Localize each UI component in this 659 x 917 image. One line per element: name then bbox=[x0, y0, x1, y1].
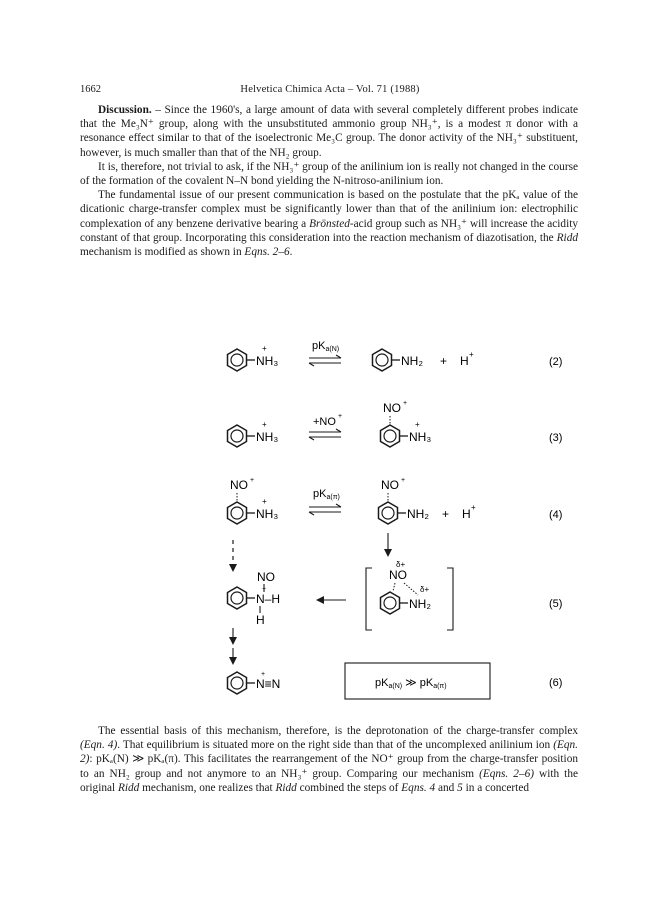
c-ref-eqn4: (Eqn. 4) bbox=[80, 739, 118, 752]
c-ridd2: Ridd bbox=[275, 781, 297, 794]
complex-nh3: NH₃ bbox=[409, 430, 432, 444]
benzene-ring bbox=[228, 425, 247, 447]
proton: H bbox=[460, 354, 469, 368]
bracket-right bbox=[447, 568, 453, 630]
c-ref-5: 5 bbox=[457, 781, 463, 794]
benzene-ring bbox=[228, 502, 247, 524]
bracket-left bbox=[366, 568, 372, 630]
p3-part3: mechanism is modified as shown in bbox=[80, 246, 245, 259]
c-part2: . That equilibrium is situated more on the right side than that of the uncomplexed anilinium ion bbox=[117, 739, 554, 752]
benzene-ring bbox=[379, 502, 398, 524]
plus-charge: + bbox=[262, 420, 267, 429]
pka-comparison: pKa(N) ≫ pKa(π) bbox=[375, 677, 447, 690]
h-bottom: H bbox=[256, 613, 265, 627]
proton-charge: + bbox=[469, 350, 474, 359]
transition-no: NO bbox=[389, 568, 407, 582]
plus-operator: + bbox=[442, 507, 450, 521]
plus-operator: + bbox=[440, 354, 448, 368]
plus-charge: + bbox=[262, 586, 267, 593]
page-number: 1662 bbox=[80, 84, 101, 95]
plus-charge: + bbox=[261, 671, 266, 678]
p3-part1: The fundamental issue of our present communication is based on the postulate that the pKₐ value of the dicationic charge-transfer complex must be significantly lower than that of the anilinium ion: electrophilic complexation of any benzene derivative bearing a bbox=[80, 189, 578, 230]
nitroso-no: NO bbox=[257, 570, 275, 584]
paragraph-2: It is, therefore, not trivial to ask, if the NH₃⁺ group of the anilinium ion is really not changed in the course of the formation of the covalent N–N bond yielding the N-nitroso-anilinium ion. bbox=[80, 160, 578, 188]
p3-ridd: Ridd bbox=[556, 231, 578, 244]
delta-plus-label: δ+ bbox=[396, 560, 406, 569]
plus-charge: + bbox=[262, 497, 267, 506]
p3-eqns: Eqns. 2–6 bbox=[244, 246, 290, 259]
nitrosonium-charge: + bbox=[338, 413, 343, 420]
equation-4 bbox=[228, 477, 563, 524]
running-title: Helvetica Chimica Acta – Vol. 71 (1988) bbox=[240, 84, 420, 95]
eq-number-2: (2) bbox=[549, 356, 563, 368]
c-part4: with the original bbox=[80, 767, 578, 794]
transition-nh2: NH₂ bbox=[409, 597, 431, 611]
section-heading: Discussion. bbox=[98, 104, 152, 116]
c-ridd1: Ridd bbox=[117, 781, 140, 794]
diazonium-n-triple-n: N≡N bbox=[256, 677, 281, 691]
nitrosonium-no: NO bbox=[383, 401, 401, 415]
complex-nh2: NH₂ bbox=[407, 507, 429, 521]
nitrosonium-no: NO bbox=[230, 478, 248, 492]
c-part7: and bbox=[435, 781, 458, 794]
c-part6: combined the steps of bbox=[296, 781, 402, 794]
anilinium-nh3: NH₃ bbox=[256, 430, 279, 444]
c-ref-eqn4b: Eqns. 4 bbox=[401, 781, 436, 794]
equation-6 bbox=[228, 663, 563, 699]
benzene-ring bbox=[228, 587, 247, 609]
benzene-ring bbox=[228, 672, 247, 694]
c-part3: : pKₐ(N) ≫ pKₐ(π). This facilitates the rearrangement of the NO⁺ group from the charge-transfer position to an NH₂ group and not anymore to an NH₃⁺ group. Comparing our mechanism bbox=[80, 753, 578, 780]
benzene-ring bbox=[228, 349, 247, 371]
eq-number-3: (3) bbox=[549, 432, 563, 444]
no-charge: + bbox=[250, 477, 255, 484]
delta-plus-label: δ+ bbox=[420, 585, 430, 594]
c-part8: in a concerted bbox=[462, 781, 529, 794]
no-charge: + bbox=[403, 400, 408, 407]
benzene-ring bbox=[381, 425, 400, 447]
c-part1: The essential basis of this mechanism, therefore, is the deprotonation of the charge-transfer complex bbox=[98, 725, 578, 737]
n-h-group: N–H bbox=[256, 592, 281, 606]
paragraph-4 bbox=[80, 724, 578, 795]
complex-nh3: NH₃ bbox=[256, 507, 279, 521]
closing-section bbox=[80, 724, 578, 795]
p3-bronsted: Brönsted bbox=[309, 217, 350, 230]
equation-5 bbox=[228, 560, 563, 630]
equation-3 bbox=[228, 400, 563, 447]
aniline-nh2: NH₂ bbox=[401, 354, 423, 368]
proton-charge: + bbox=[471, 503, 476, 512]
p3-part2: -acid group such as NH₃⁺ will increase the acidity constant of that group. Incorporating this consideration into the reaction mechanism of diazotisation, the bbox=[80, 217, 578, 244]
eq-number-5: (5) bbox=[549, 598, 563, 610]
eq2-label: pKa(N) bbox=[312, 340, 340, 353]
benzene-ring bbox=[373, 349, 392, 371]
anilinium-nh3: NH₃ bbox=[256, 354, 279, 368]
no-charge: + bbox=[401, 477, 406, 484]
proton: H bbox=[462, 507, 471, 521]
eq-number-4: (4) bbox=[549, 509, 563, 521]
eq4-label: pKa(π) bbox=[313, 488, 340, 501]
paragraph-1-text: – Since the 1960's, a large amount of data with several completely different probes indicate that the Me₃N⁺ group, along with the unsubstituted ammonio group NH₃⁺, is a modest π donor with a resonance effect similar to that of the isoelectronic Me₃C group. The donor activity of the NH₃⁺ substituent, however, is much smaller than that of the NH₂ group. bbox=[80, 104, 578, 159]
c-ref-eqns: (Eqns. 2–6) bbox=[479, 767, 535, 780]
eq3-label: +NO bbox=[313, 416, 336, 428]
benzene-ring bbox=[381, 592, 400, 614]
plus-charge: + bbox=[262, 344, 267, 353]
equation-2 bbox=[228, 340, 563, 371]
plus-charge: + bbox=[415, 420, 420, 429]
eq-number-6: (6) bbox=[549, 677, 563, 689]
nitrosonium-no: NO bbox=[381, 478, 399, 492]
p3-part4: . bbox=[289, 246, 293, 259]
c-part5: mechanism, one realizes that bbox=[139, 781, 276, 794]
c-ref-eqn2: (Eqn. 2) bbox=[80, 739, 578, 766]
